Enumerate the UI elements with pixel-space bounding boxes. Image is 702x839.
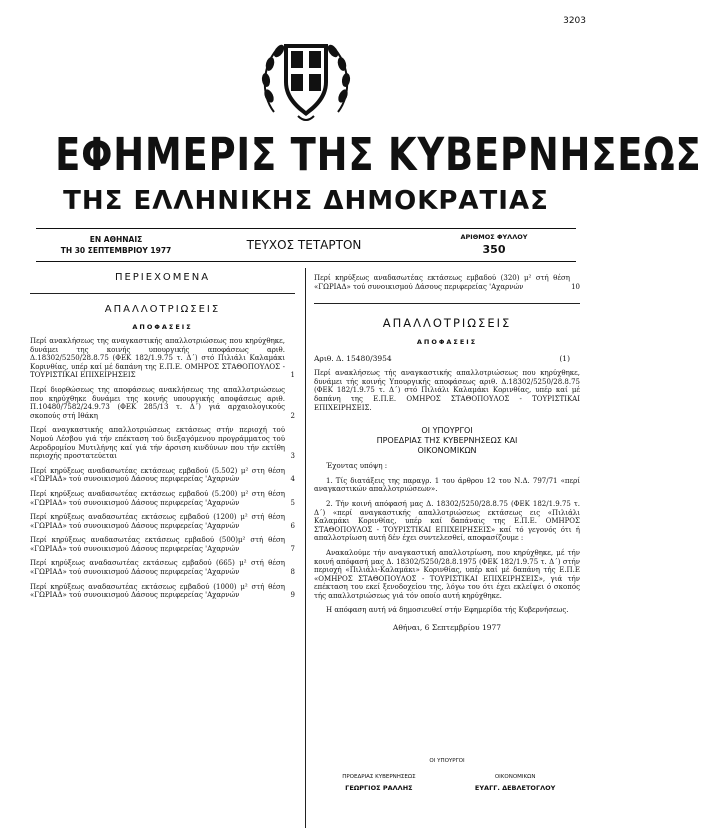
issue-number-label: ΑΡΙΘΜΟΣ ΦΥΛΛΟΥ <box>460 233 528 241</box>
decision-column <box>314 272 580 632</box>
toc-item-page: 7 <box>290 544 295 553</box>
toc-item[interactable] <box>30 559 295 576</box>
decision-para-3: Ανακαλούμε τήν αναγκαστική απαλλοτρίωση, που κηρύχθηκε, μέ τήν κοινή απόφασή μας Δ. 18302/5250/28.8.1975 (ΦΕΚ 182/1.9.75 τ. Δ΄) στήν περιοχή «Πιλιάλι-Καλαμάκι» Κορινθίας, υπέρ καί μέ δαπάνη τής Ε.Π.Ε «ΟΜΗΡΟΣ ΣΤΑΘΟΠΟΥΛΟΣ - ΤΟΥΡΙΣΤΙΚΑΙ ΕΠΙΧΕΙΡΗΣΕΙΣ», γιά τήν επέκταση του εκεί ξενοδοχείου της, λόγω του ότι έχει εκλείψει ό σκοπός τής απαλλοτριώσεως γιά τόν οποίο αυτή κηρύχθηκε. <box>314 548 580 600</box>
issue-part: ΤΕΥΧΟΣ ΤΕΤΑΡΤΟΝ <box>246 238 362 252</box>
decision-ref-number: (1) <box>559 354 570 364</box>
toc-item-page: 8 <box>290 568 295 577</box>
toc-item-page: 2 <box>290 411 295 420</box>
toc-item-text: Περί κηρύξεως αναδασωτέας εκτάσεως εμβαδού (1000) μ² στή θέση «ΓΩΡΙΑΔ» τού συνοικισμού Δάσους περιφερείας 'Αχαρνών <box>30 582 285 600</box>
toc-item[interactable] <box>314 274 580 291</box>
decision-subsection: ΑΠΟΦΑΣΕΙΣ <box>416 338 478 347</box>
signatures-row <box>316 774 578 792</box>
decision-date: Αθήναι, 6 Σεπτεμβρίου 1977 <box>392 623 502 633</box>
signature-right <box>452 774 578 792</box>
toc-item-text: Περί κηρύξεως αναδασωτέας εκτάσεως εμβαδού (320) μ² στή θέση «ΓΩΡΙΑΔ» τού συνοικισμού Δάσους περιφερείας 'Αχαρνών <box>314 274 570 291</box>
signatures <box>316 758 578 792</box>
toc-item-text: Περί κηρύξεως αναδασωτέας εκτάσεως εμβαδού (5.200) μ² στη θέση «ΓΩΡΙΑΔ» τού συνοικισμού Δάσους περιφερείας 'Αχαρνών <box>30 489 285 507</box>
toc-item[interactable] <box>30 490 295 507</box>
contents-subsection: ΑΠΟΦΑΣΕΙΣ <box>132 323 193 331</box>
masthead-title: ΕΦΗΜΕΡΙΣ ΤΗΣ ΚΥΒΕΡΝΗΣΕΩΣ <box>55 128 702 181</box>
decision-intro: Περί ανακλήσεως τής αναγκαστικής απαλλοτριώσεως που κηρύχθηκε, δυνάμει τής κοινής Υπουργικής αποφάσεως αριθ. Δ.18302/5250/28.8.75 (ΦΕΚ 182/1.9.75 τ. Δ΄) στό Πιλιάλι Καλαμάκι Κορινθίας, υπέρ καί μέ δαπάνη της Ε.Π.Ε. ΟΜΗΡΟΣ ΣΤΑΘΟΠΟΥΛΟΣ - ΤΟΥΡΙΣΤΙΚΑΙ ΕΠΙΧΕΙΡΗΣΕΙΣ. <box>314 369 580 412</box>
toc-item-page: 5 <box>290 498 295 507</box>
toc-item-text: Περί κηρύξεως αναδασωτέας εκτάσεως εμβαδού (5.502) μ² στη θέση «ΓΩΡΙΑΔ» τού συνοικισμού Δάσους περιφερείας 'Αχαρνών <box>30 466 285 484</box>
masthead-subtitle: ΤΗΣ ΕΛΛΗΝΙΚΗΣ ΔΗΜΟΚΡΑΤΙΑΣ <box>63 186 549 216</box>
column-divider <box>305 268 306 828</box>
toc-item-text: Περί κηρύξεως αναδασωτέας εκτάσεως εμβαδού (500)μ² στή θέση «ΓΩΡΙΑΔ» τού συνοικισμού Δάσους περιφερείας 'Αχαρνών <box>30 536 285 553</box>
toc-item[interactable] <box>30 513 295 530</box>
signature-right-role: ΟΙΚΟΝΟΜΙΚΩΝ <box>494 774 536 780</box>
issue-number: 350 <box>482 243 506 256</box>
ministers-heading: ΟΙ ΥΠΟΥΡΓΟΙ ΠΡΟΕΔΡΙΑΣ ΤΗΣ ΚΥΒΕΡΝΗΣΕΩΣ ΚΑΙ ΟΙΚΟΝΟΜΙΚΩΝ <box>376 426 518 456</box>
toc-item[interactable] <box>30 536 295 553</box>
toc-item-text: Περί ανακλήσεως της αναγκαστικής απαλλοτριώσεως που κηρύχθηκε, δυνάμει της κοινής υπουργικής αποφάσεως αριθ. Δ.18302/5250/28.8.75 (ΦΕΚ 182/1.9.75 τ. Δ΄) στό Πιλιάλι Καλαμάκι Κορινθίας, υπέρ καί μέ δαπάνη της Ε.Π.Ε. ΟΜΗΡΟΣ ΣΤΑΘΟΠΟΥΛΟΣ - ΤΟΥΡΙΣΤΙΚΑΙ ΕΠΙΧΕΙΡΗΣΕΙΣ <box>30 337 285 380</box>
place-date <box>36 234 196 256</box>
having-regard: Έχοντας υπόψη : <box>326 462 388 471</box>
signature-left-role: ΠΡΟΕΔΡΙΑΣ ΚΥΒΕΡΝΗΣΕΩΣ <box>342 774 416 780</box>
decision-ref: Αριθ. Δ. 15480/3954 <box>314 354 392 364</box>
toc-item-text: Περί αναγκαστικής απαλλοτριώσεως εκτάσεως στήν περιοχή τού Νομού Λέσβου γιά τήν επέκταση τού διεξαγόμενου προγράμματος τού Αεροδρομίου Μυτιλήνης καί γιά τήν άρσιση κινδύνων που τήν εκτίθη περιοχής προστατεύεται <box>30 426 285 461</box>
toc-item-page: 3 <box>290 452 295 461</box>
decision-para-4: Η απόφαση αυτή νά δημοσιευθεί στήν Εφημερίδα τής Κυβερνήσεως. <box>326 606 569 615</box>
toc-item-page: 9 <box>290 591 295 600</box>
issue-bar-bottom-rule <box>36 261 576 262</box>
toc-item-text: Περί διορθώσεως της αποφάσεως ανακλήσεως της απαλλοτριώσεως που κηρύχθηκε δυνάμει της κοινής υπουργικής αποφάσεως αριθ. Π.10480/7582/24.9.73 (ΦΕΚ 285/13 τ. Δ΄) γιά αρχαιολογικούς σκοπούς στή Ιθάκη <box>30 385 285 420</box>
toc-item[interactable] <box>30 467 295 484</box>
page-number: 3203 <box>563 16 586 26</box>
contents-section: ΑΠΑΛΛΟΤΡΙΩΣΕΙΣ <box>104 304 221 315</box>
toc-item[interactable] <box>30 386 295 420</box>
issue-place: ΕΝ ΑΘΗΝΑΙΣ <box>89 235 143 244</box>
signatures-label: ΟΙ ΥΠΟΥΡΓΟΙ <box>429 758 465 764</box>
signature-left <box>316 774 442 792</box>
toc-item-text: Περί κηρύξεως αναδασωτέας εκτάσεως εμβαδού (665) μ² στή θέση «ΓΩΡΙΑΔ» τού συνοικισμού Δάσους περιφερείας 'Αχαρνών <box>30 559 285 577</box>
contents-heading: ΠΕΡΙΕΧΟΜΕΝΑ <box>114 272 211 283</box>
signature-left-name: ΓΕΩΡΓΙΟΣ ΡΑΛΛΗΣ <box>345 784 413 792</box>
toc-item-page: 1 <box>290 371 295 380</box>
contents-column <box>30 272 295 600</box>
coat-of-arms-icon <box>254 34 358 126</box>
toc-item-page: 6 <box>290 521 295 530</box>
decision-reference <box>314 354 580 363</box>
toc-item-text: Περί κηρύξεως αναδασωτέας εκτάσεως εμβαδού (1200) μ² στή θέση «ΓΩΡΙΑΔ» τού συνοικισμού Δάσους περιφερείας 'Αχαρνών <box>30 513 285 530</box>
decision-rule <box>314 303 580 304</box>
contents-rule <box>30 293 295 294</box>
issue-bar <box>36 228 576 262</box>
decision-para-2: 2. Τήν κοινή απόφασή μας Δ. 18302/5250/28.8.75 (ΦΕΚ 182/1.9.75 τ. Δ΄) «περί αναγκαστικής απαλλοτριώσεως εκτάσεως εις «Πιλιάλι Καλαμάκι Κορινθίας, υπέρ καί δαπάναις της Ε.Π.Ε. ΟΜΗΡΟΣ ΣΤΑΘΟΠΟΥΛΟΣ - ΤΟΥΡΙΣΤΙΚΑΙ ΕΠΙΧΕΙΡΗΣΕΙΣ» καί τό γεγονός ότι ή απαλλοτρίωση αυτή δέν έχει συντελεσθεί, αποφασίζουμε : <box>314 499 580 543</box>
issue-date: ΤΗ 30 ΣΕΠΤΕΜΒΡΙΟΥ 1977 <box>60 246 172 255</box>
issue-number-box <box>414 233 574 256</box>
decision-para-1: 1. Τίς διατάξεις της παραγρ. 1 του άρθρου 12 του Ν.Δ. 797/71 «περί αναγκαστικών απαλλοτριώσεων». <box>314 476 580 494</box>
decision-section: ΑΠΑΛΛΟΤΡΙΩΣΕΙΣ <box>382 316 512 331</box>
toc-item-page: 4 <box>290 475 295 484</box>
signature-right-name: ΕΥΑΓΓ. ΔΕΒΛΕΤΟΓΛΟΥ <box>474 784 556 792</box>
toc-item-page: 10 <box>571 282 580 291</box>
toc-item[interactable] <box>30 426 295 460</box>
issue-bar-top-rule <box>36 228 576 229</box>
toc-item[interactable] <box>30 583 295 600</box>
toc-item[interactable] <box>30 337 295 380</box>
